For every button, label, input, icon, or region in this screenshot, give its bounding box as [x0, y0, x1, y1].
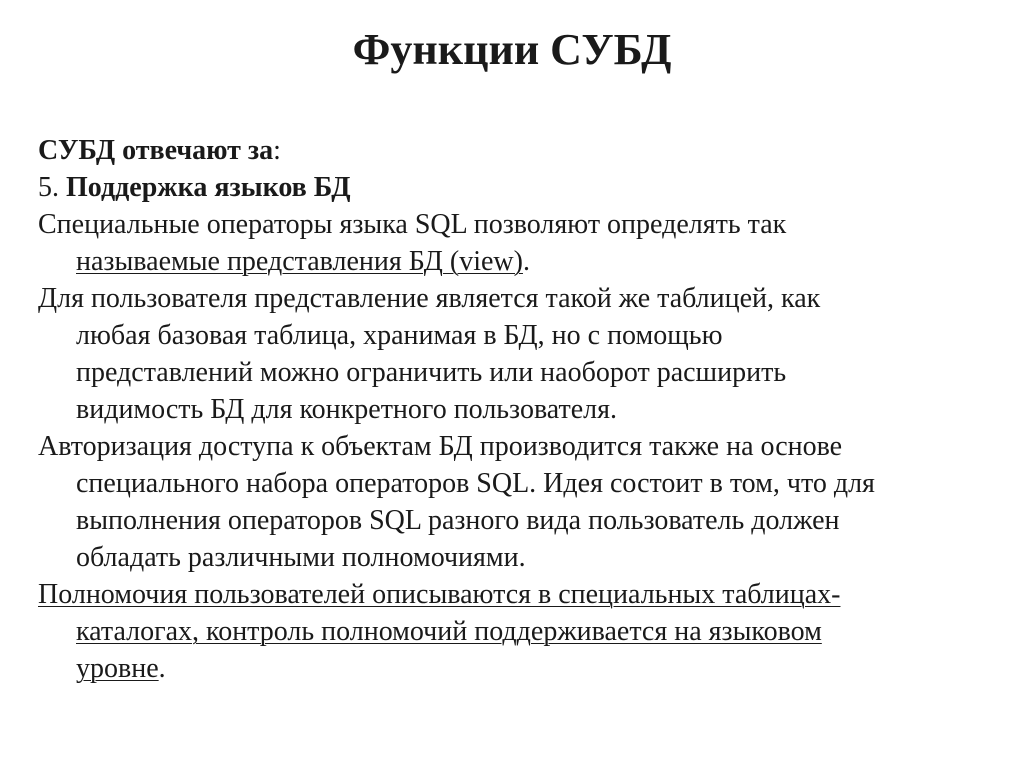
- para3-line3: выполнения операторов SQL разного вида пользователь должен: [76, 505, 840, 536]
- para1-line2: [38, 243, 998, 280]
- para2-line1: Для пользователя представление является такой же таблицей, как: [38, 283, 821, 314]
- para2-line2: любая базовая таблица, хранимая в БД, но с помощью: [76, 320, 723, 351]
- para2-line4: видимость БД для конкретного пользователя.: [76, 394, 618, 425]
- para1-line2-end: .: [522, 246, 530, 277]
- para3-line2: специального набора операторов SQL. Идея состоит в том, что для: [76, 468, 875, 499]
- views-term: называемые представления БД (view): [76, 246, 523, 277]
- para4-line3-text: уровне: [76, 653, 159, 684]
- intro-tail: :: [273, 135, 281, 166]
- para4-line3-end: .: [158, 653, 166, 684]
- item-number: 5.: [38, 172, 66, 203]
- slide-title: Функции СУБД: [352, 25, 672, 74]
- para4-line1: Полномочия пользователей описываются в специальных таблицах-: [38, 579, 841, 610]
- para1-line1: Специальные операторы языка SQL позволяют определять так: [38, 209, 787, 240]
- item-label: Поддержка языков БД: [66, 172, 351, 203]
- para2-line3: представлений можно ограничить или наоборот расширить: [76, 357, 787, 388]
- para4-line3: [38, 650, 998, 687]
- item-line: [38, 169, 998, 206]
- slide-body: [38, 132, 998, 687]
- para3-line4: обладать различными полномочиями.: [76, 542, 526, 573]
- intro-line: [38, 132, 998, 169]
- intro-bold: СУБД отвечают за: [38, 135, 274, 166]
- para4-line2-text: каталогах, контроль полномочий поддерживается на языковом: [76, 616, 822, 647]
- para4-line2: [38, 613, 998, 650]
- para3-line1: Авторизация доступа к объектам БД производится также на основе: [38, 431, 843, 462]
